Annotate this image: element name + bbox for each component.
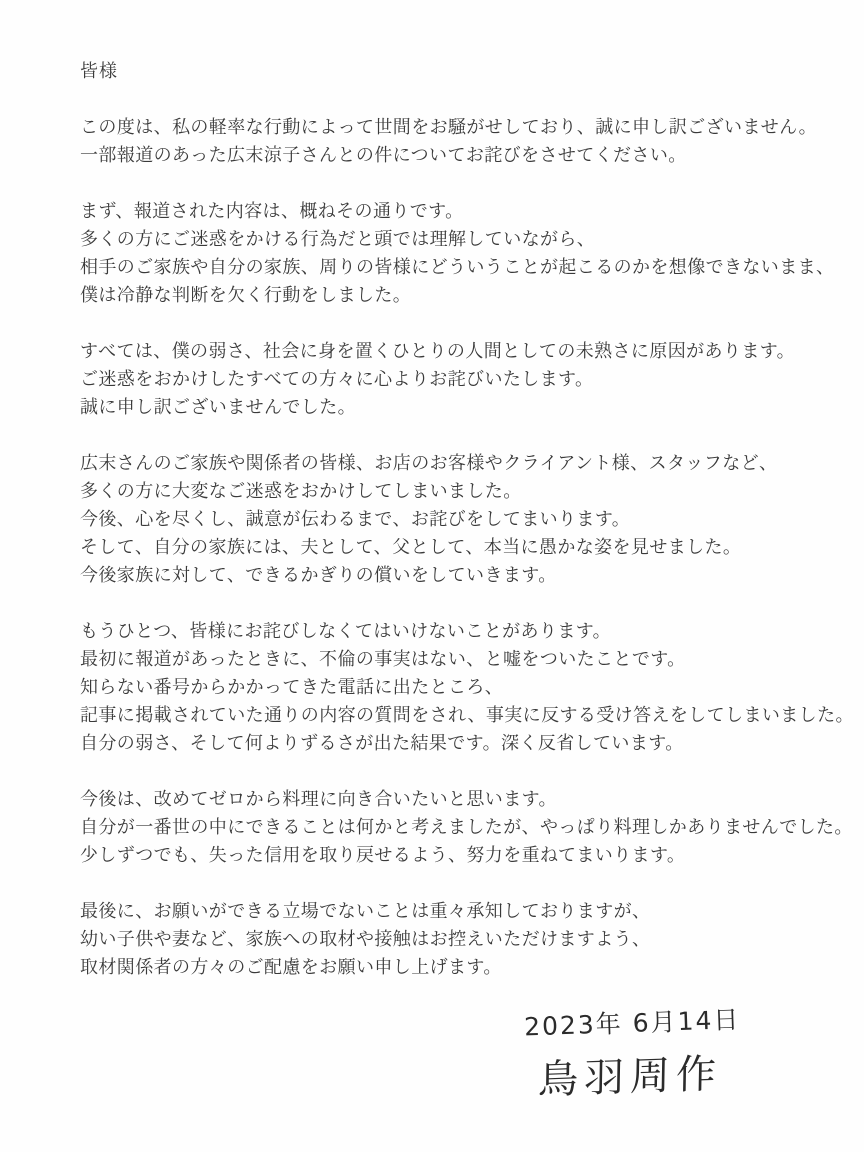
greeting: 皆様 xyxy=(80,61,118,82)
letter-line: 一部報道のあった広末涼子さんとの件についてお詫びをさせてください。 xyxy=(80,145,687,166)
letter-line: 少しずつでも、失った信用を取り戻せるよう、努力を重ねてまいります。 xyxy=(80,845,686,866)
letter-line: 幼い子供や妻など、家族への取材や接触はお控えいただけますよう、 xyxy=(80,929,651,950)
letter-line: 記事に掲載されていた通りの内容の質問をされ、事実に反する受け答えをしてしまいました。 xyxy=(80,705,854,726)
letter-line: 僕は冷静な判断を欠く行動をしました。 xyxy=(80,285,412,306)
signature-block xyxy=(80,1000,806,1104)
letter-line: 今後は、改めてゼロから料理に向き合いたいと思います。 xyxy=(80,789,557,810)
paragraph-7 xyxy=(80,898,806,982)
letter-line: この度は、私の軽率な行動によって世間をお騒がせしており、誠に申し訳ございません。 xyxy=(80,117,818,138)
letter-line: 誠に申し訳ございませんでした。 xyxy=(80,397,356,418)
letter-line: 今後家族に対して、できるかぎりの償いをしていきます。 xyxy=(80,565,557,586)
letter-line: 最後に、お願いができる立場でないことは重々承知しておりますが、 xyxy=(80,901,651,922)
handwritten-signature: 鳥羽周作 xyxy=(537,1050,723,1104)
paragraph-1 xyxy=(80,114,818,170)
letter-line: 自分が一番世の中にできることは何かと考えましたが、やっぱり料理しかありませんでした。 xyxy=(80,817,853,838)
letter-line: 多くの方にご迷惑をかける行為だと頭では理解していながら、 xyxy=(80,229,596,250)
paragraph-5 xyxy=(80,618,854,758)
letter-line: 最初に報道があったときに、不倫の事実はない、と嘘をついたことです。 xyxy=(80,649,686,670)
paragraph-2 xyxy=(80,198,835,310)
letter-line: ご迷惑をおかけしたすべての方々に心よりお詫びいたします。 xyxy=(80,369,594,390)
letter-line: まず、報道された内容は、概ねその通りです。 xyxy=(80,201,464,222)
paragraph-4 xyxy=(80,450,806,590)
paragraph-6 xyxy=(80,786,853,870)
letter-line: 相手のご家族や自分の家族、周りの皆様にどういうことが起こるのかを想像できないまま、 xyxy=(80,257,835,278)
letter-line: もうひとつ、皆様にお詫びしなくてはいけないことがあります。 xyxy=(80,621,612,642)
letter-line: そして、自分の家族には、夫として、父として、本当に愚かな姿を見せました。 xyxy=(80,537,742,558)
letter-line: 取材関係者の方々のご配慮をお願い申し上げます。 xyxy=(80,957,502,978)
letter-line: 多くの方に大変なご迷惑をおかけしてしまいました。 xyxy=(80,481,522,502)
letter-line: 自分の弱さ、そして何よりずるさが出た結果です。深く反省しています。 xyxy=(80,733,684,754)
letter-line: 知らない番号からかかってきた電話に出たところ、 xyxy=(80,677,504,698)
letter-line: すべては、僕の弱さ、社会に身を置くひとりの人間としての未熟さに原因があります。 xyxy=(80,341,796,362)
letter-line: 今後、心を尽くし、誠意が伝わるまで、お詫びをしてまいります。 xyxy=(80,509,631,530)
paragraph-3 xyxy=(80,338,806,422)
handwritten-date: 2023年 6月14日 xyxy=(523,1005,741,1042)
letter-line: 広末さんのご家族や関係者の皆様、お店のお客様やクライアント様、スタッフなど、 xyxy=(80,453,778,474)
